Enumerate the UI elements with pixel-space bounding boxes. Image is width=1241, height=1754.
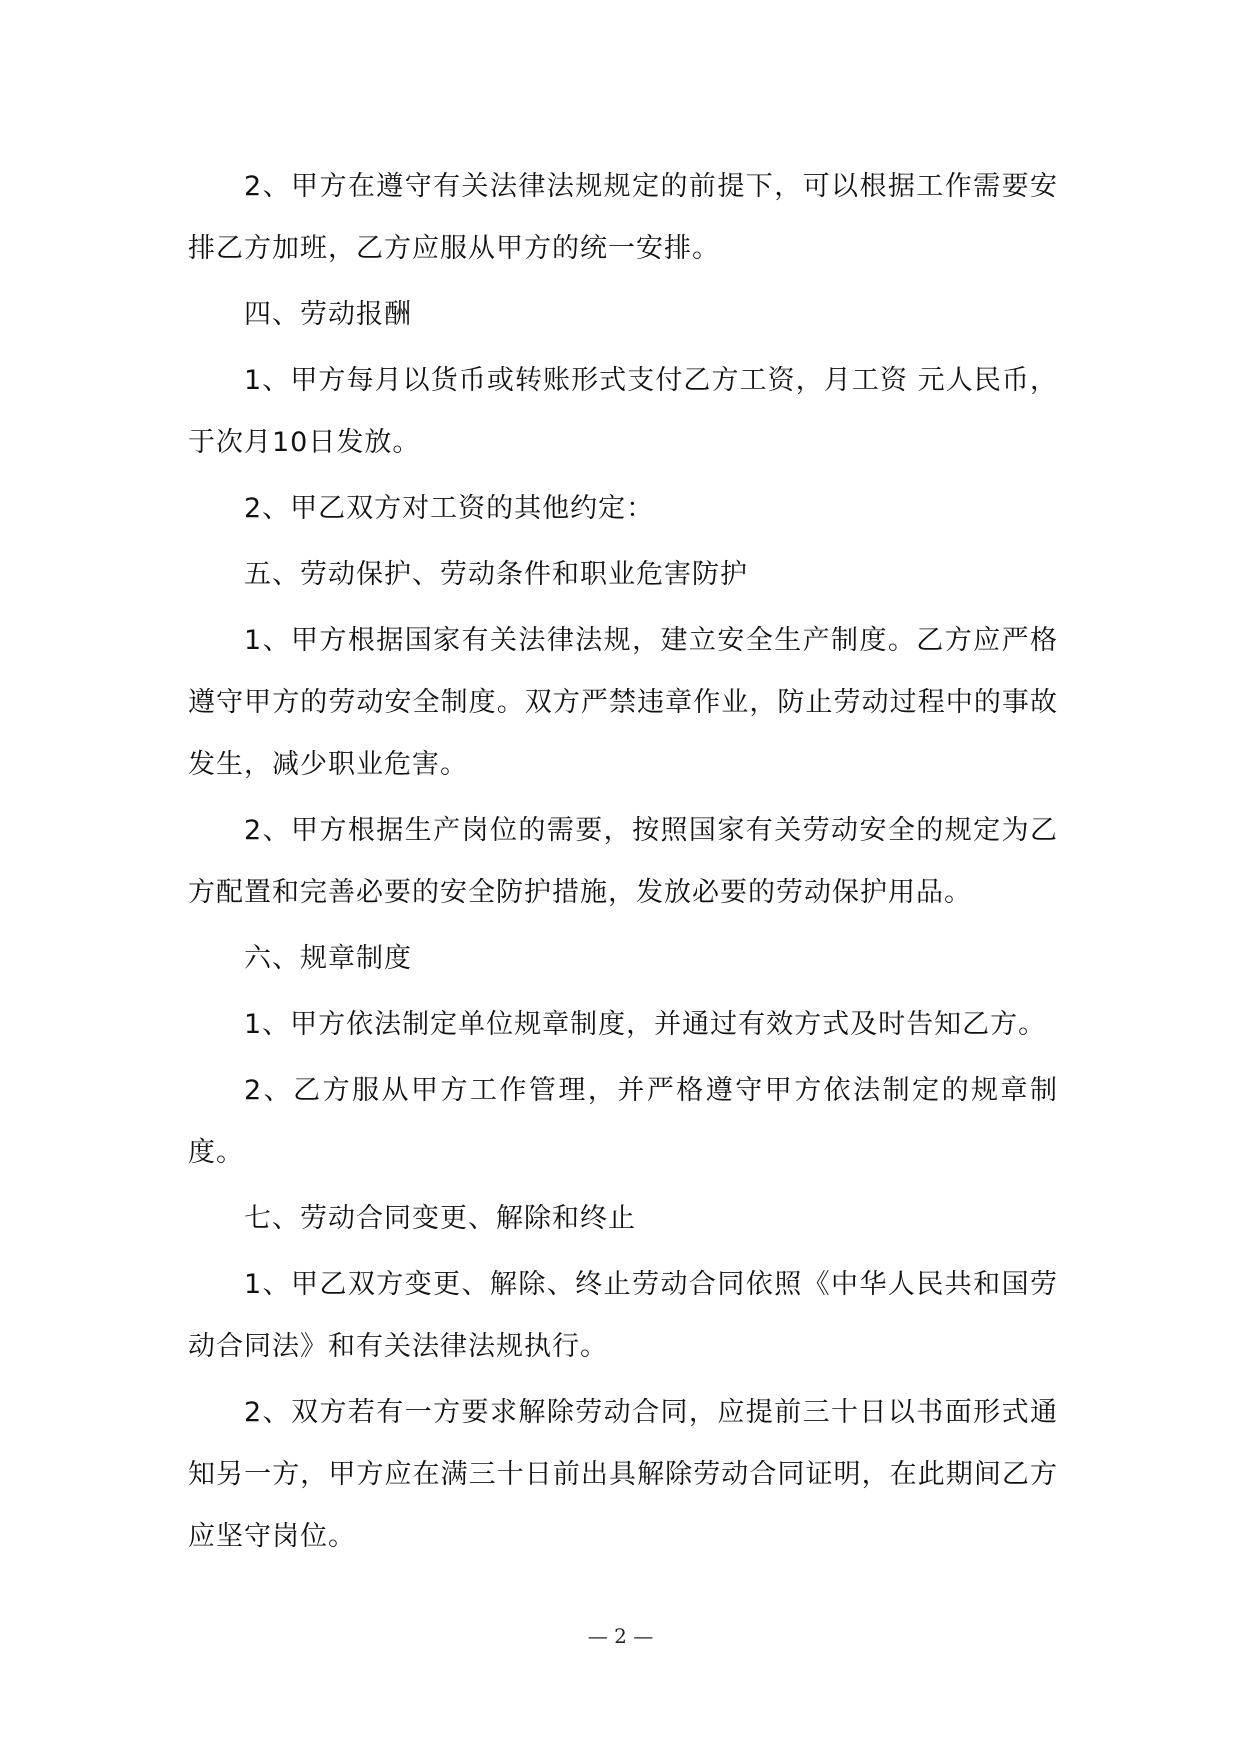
paragraph-protective-equipment: 2、甲方根据生产岗位的需要，按照国家有关劳动安全的规定为乙方配置和完善必要的安全防护措施，发放必要的劳动保护用品。 — [188, 815, 1058, 908]
section-heading-contract-change: 七、劳动合同变更、解除和终止 — [244, 1203, 636, 1234]
paragraph-safety-system: 1、甲方根据国家有关法律法规，建立安全生产制度。乙方应严格遵守甲方的劳动安全制度。双方严禁违章作业，防止劳动过程中的事故发生，减少职业危害。 — [188, 625, 1058, 780]
paragraph-salary-other: 2、甲乙双方对工资的其他约定： — [244, 493, 655, 524]
paragraph-contract-law: 1、甲乙双方变更、解除、终止劳动合同依照《中华人民共和国劳动合同法》和有关法律法规执行。 — [188, 1269, 1058, 1362]
section-heading-labor-protection: 五、劳动保护、劳动条件和职业危害防护 — [244, 559, 748, 590]
document-body — [188, 156, 1058, 1572]
paragraph-overtime: 2、甲方在遵守有关法律法规规定的前提下，可以根据工作需要安排乙方加班，乙方应服从甲方的统一安排。 — [188, 171, 1058, 264]
paragraph-rules-notice: 1、甲方依法制定单位规章制度，并通过有效方式及时告知乙方。 — [244, 1009, 1047, 1040]
section-heading-rules: 六、规章制度 — [244, 943, 412, 974]
page-number: — 2 — — [587, 1624, 654, 1648]
paragraph-termination-notice: 2、双方若有一方要求解除劳动合同，应提前三十日以书面形式通知另一方，甲方应在满三十日前出具解除劳动合同证明，在此期间乙方应坚守岗位。 — [188, 1397, 1058, 1552]
paragraph-salary: 1、甲方每月以货币或转账形式支付乙方工资，月工资 元人民币，于次月10日发放。 — [188, 365, 1058, 458]
paragraph-rules-compliance: 2、乙方服从甲方工作管理，并严格遵守甲方依法制定的规章制度。 — [188, 1075, 1058, 1168]
section-heading-remuneration: 四、劳动报酬 — [244, 299, 412, 330]
